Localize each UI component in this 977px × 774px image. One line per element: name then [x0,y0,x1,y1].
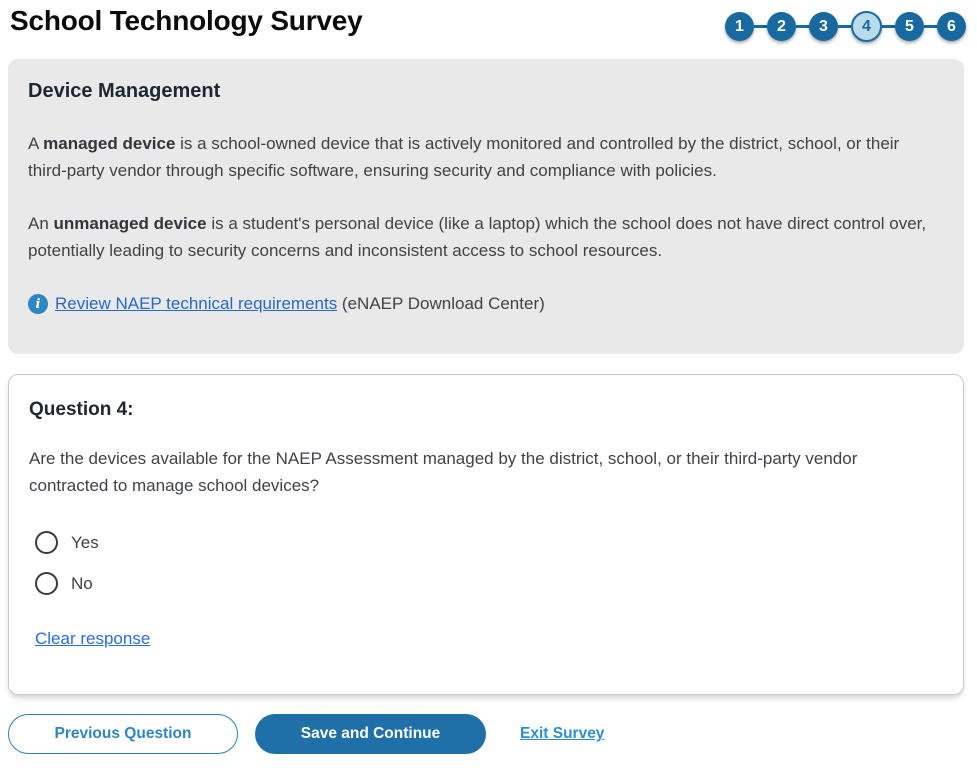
managed-device-paragraph [28,130,942,184]
question-number-heading: Question 4: [29,399,134,420]
naep-link-suffix: (eNAEP Download Center) [337,294,545,313]
radio-label-no: No [71,573,93,593]
radio-label-yes: Yes [71,532,99,552]
step-2[interactable]: 2 [767,12,796,41]
radio-button-no[interactable] [35,572,58,595]
naep-requirements-link[interactable]: Review NAEP technical requirements [55,294,338,313]
device-management-panel [8,59,964,354]
paragraph-text: is a student's personal device (like a laptop) which the school does not have direct control over, potentially leading to security concerns and inconsistent access to school resources. [28,214,927,260]
footer-navigation [8,714,977,754]
radio-button-yes[interactable] [35,531,58,554]
previous-question-button[interactable]: Previous Question [8,714,238,754]
step-4-current[interactable]: 4 [851,11,882,42]
step-connector [882,25,895,28]
exit-survey-link[interactable]: Exit Survey [520,725,605,742]
paragraph-text: is a school-owned device that is actively monitored and controlled by the district, school, or their third-party vendor through specific software, ensuring security and compliance with policies. [28,134,900,180]
step-connector [924,25,937,28]
naep-link-row [28,294,942,314]
step-connector [754,25,767,28]
step-connector [796,25,809,28]
radio-option-no[interactable] [35,572,941,595]
step-indicator [725,11,966,42]
step-5[interactable]: 5 [895,12,924,41]
info-icon: i [28,294,48,314]
clear-response-link[interactable]: Clear response [35,629,151,648]
step-1[interactable]: 1 [725,12,754,41]
paragraph-text: A [28,134,44,153]
step-6[interactable]: 6 [937,12,966,41]
save-and-continue-button[interactable]: Save and Continue [255,714,486,754]
managed-device-term: managed device [43,134,176,153]
radio-option-yes[interactable] [35,531,941,554]
step-3[interactable]: 3 [809,12,838,41]
paragraph-text: An [28,214,54,233]
step-connector [838,25,851,28]
page-title: School Technology Survey [10,5,363,36]
question-text: Are the devices available for the NAEP Assessment managed by the district, school, or their third-party vendor contracted to manage school devices? [29,449,858,495]
page-header [0,0,977,42]
panel-heading: Device Management [28,80,221,102]
unmanaged-device-paragraph [28,210,942,264]
unmanaged-device-term: unmanaged device [53,214,207,233]
question-card [8,374,964,695]
